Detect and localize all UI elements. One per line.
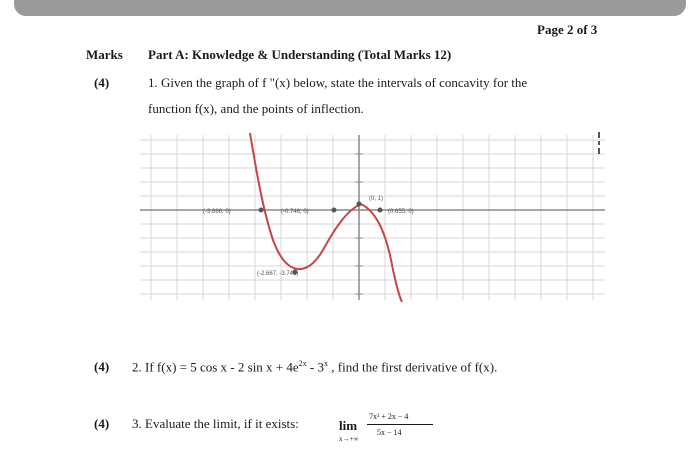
lim-word: lim — [339, 418, 358, 433]
q2-marks: (4) — [94, 359, 110, 374]
q3-marks: (4) — [94, 416, 110, 431]
q3-text: 3. Evaluate the limit, if it exists: — [132, 416, 299, 431]
point-label-p1: (-3.666, 0) — [203, 209, 231, 215]
point-label-p4: (0.655, 0) — [388, 209, 414, 215]
point-label-p3: (0, 1) — [369, 196, 384, 202]
q2-text-a: 2. If f(x) = 5 cos x - 2 sin x + 4e — [132, 359, 299, 375]
point-label-p2: (-0.748, 0) — [281, 209, 309, 215]
q2-exp2: x — [324, 359, 329, 368]
q2-text-b: - 3 — [306, 359, 325, 375]
lim-subscript: x→+∞ — [339, 435, 359, 443]
point-label-p5: (-2.667, -3.741) — [257, 271, 299, 277]
window-top-bar — [14, 0, 686, 16]
q1-text-line2: function f(x), and the points of inflection. — [148, 101, 364, 116]
q2-text-c: , find the first derivative of f(x). — [328, 359, 498, 375]
part-title: Part A: Knowledge & Understanding (Total Marks 12) — [148, 47, 452, 62]
limit-expression — [339, 412, 434, 442]
page-indicator: Page 2 of 3 — [537, 22, 598, 37]
q1-marks: (4) — [94, 75, 110, 90]
q2-exp: 2x — [298, 359, 307, 368]
q1-text-line1: 1. Given the graph of f "(x) below, state the intervals of concavity for the — [148, 75, 528, 90]
point-p4-marker — [378, 208, 383, 213]
point-p2-marker — [332, 208, 337, 213]
marks-heading: Marks — [86, 47, 123, 62]
second-derivative-graph — [135, 130, 605, 305]
fraction-denominator: 5x − 14 — [377, 428, 402, 437]
point-p3-marker — [357, 202, 362, 207]
right-edge-marks — [598, 132, 600, 154]
fraction-bar — [367, 424, 433, 425]
q2-text — [132, 359, 497, 375]
fraction-numerator: 7x² + 2x − 4 — [369, 412, 409, 421]
point-p1-marker — [259, 208, 264, 213]
